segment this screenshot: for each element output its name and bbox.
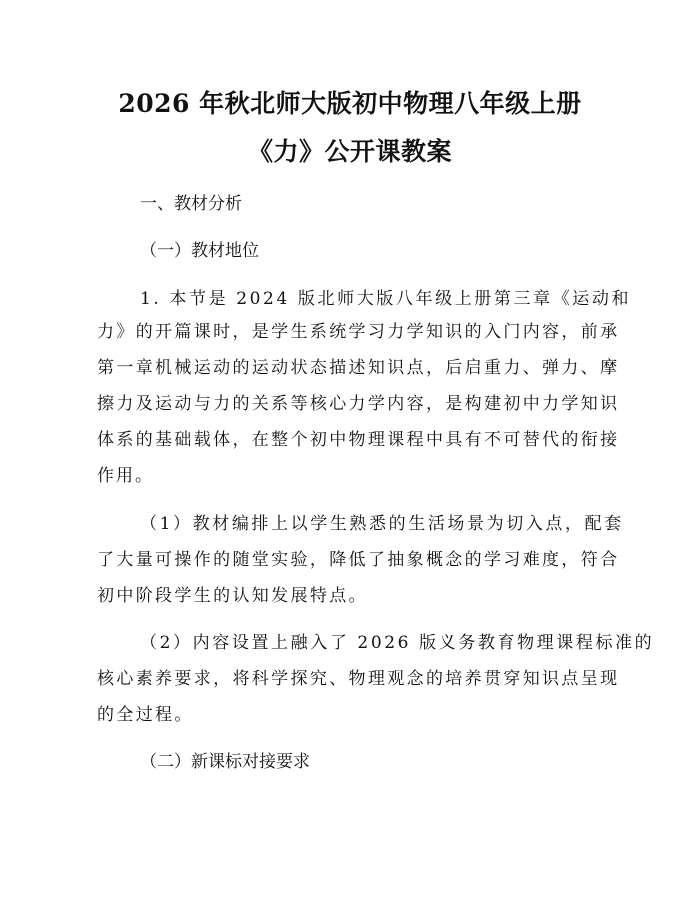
paragraph-1-line-5: 体系的基础载体，在整个初中物理课程中具有不可替代的衔接 <box>97 430 620 450</box>
paragraph-3-line-1: （2）内容设置上融入了 2026 版义务教育物理课程标准的 <box>140 633 655 653</box>
paragraph-1-line-6: 作用。 <box>97 466 154 486</box>
paragraph-1-line-1: 1. 本节是 2024 版北师大版八年级上册第三章《运动和 <box>140 289 632 309</box>
document-title-line-2: 《力》公开课教案 <box>247 137 452 166</box>
paragraph-3-line-2: 核心素养要求，将科学探究、物理观念的培养贯穿知识点呈现 <box>97 669 620 689</box>
document-title-line-1: 2026 年秋北师大版初中物理八年级上册 <box>118 89 582 118</box>
subsection-heading-curriculum-standard: （二）新课标对接要求 <box>140 752 310 772</box>
paragraph-1-line-3: 第一章机械运动的运动状态描述知识点，后启重力、弹力、摩 <box>97 358 620 378</box>
paragraph-2-line-2: 了大量可操作的随堂实验，降低了抽象概念的学习难度，符合 <box>97 550 620 570</box>
section-heading-textbook-analysis: 一、教材分析 <box>140 194 242 214</box>
paragraph-2-line-1: （1）教材编排上以学生熟悉的生活场景为切入点，配套 <box>140 514 624 534</box>
subsection-heading-textbook-status: （一）教材地位 <box>140 241 259 261</box>
paragraph-1-line-2: 力》的开篇课时，是学生系统学习力学知识的入门内容，前承 <box>97 322 620 342</box>
paragraph-1-line-4: 擦力及运动与力的关系等核心力学内容，是构建初中力学知识 <box>97 394 620 414</box>
paragraph-3-line-3: 的全过程。 <box>97 705 194 725</box>
paragraph-2-line-3: 初中阶段学生的认知发展特点。 <box>97 586 368 606</box>
